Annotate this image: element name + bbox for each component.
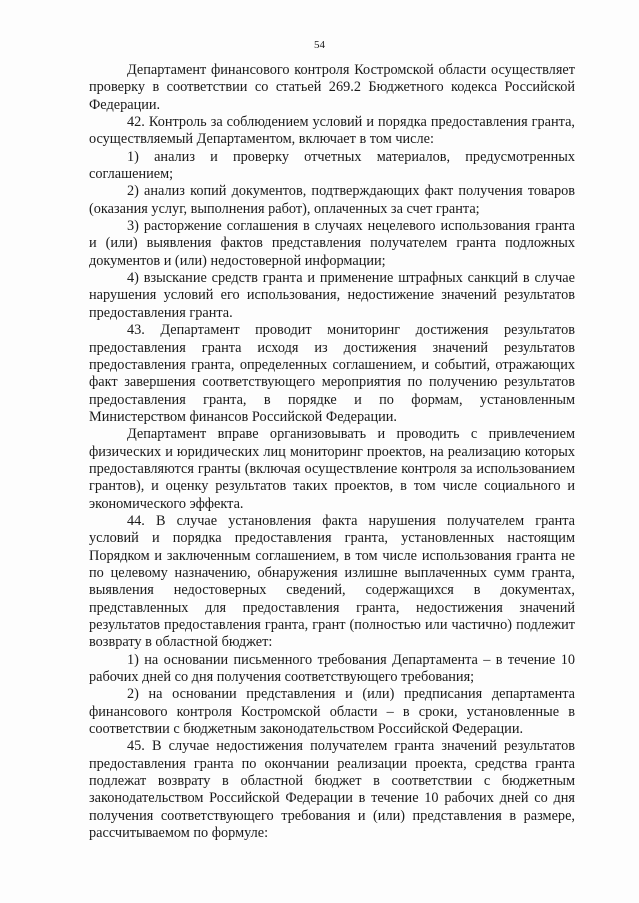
document-body (89, 62, 575, 842)
paragraph-42-subitem-1: 1) анализ и проверку отчетных материалов, предусмотренных соглашением; (89, 148, 575, 183)
paragraph-44-subitem-2: 2) на основании представления и (или) предписания департамента финансового контроля Костромской области – в сроки, установленные в соответствии с бюджетным законодательством Российской Федерации. (89, 686, 575, 738)
paragraph-44-subitem-1: 1) на основании письменного требования Департамента – в течение 10 рабочих дней со дня получения соответствующего требования; (89, 651, 575, 686)
paragraph-42-subitem-2: 2) анализ копий документов, подтверждающих факт получения товаров (оказания услуг, выполнения работ), оплаченных за счет гранта; (89, 183, 575, 217)
paragraph-42-subitem-4: 4) взыскание средств гранта и применение штрафных санкций в случае нарушения условий его использования, недостижение значений результатов предоставления гранта. (89, 270, 575, 321)
paragraph-control-department: Департамент финансового контроля Костромской области осуществляет проверку в соответствии со статьей 269.2 Бюджетного кодекса Российской Федерации. (89, 62, 575, 113)
paragraph-43-monitoring: Департамент вправе организовывать и проводить с привлечением физических и юридических лиц мониторинг проектов, на реализацию которых предоставляются гранты (включая осуществление контроля за использованием грантов), и оценку результатов таких проектов, в том числе социального и экономического эффекта. (89, 426, 575, 512)
paragraph-item-45: 45. В случае недостижения получателем гранта значений результатов предоставления гранта по окончании реализации проекта, средства гранта подлежат возврату в областной бюджет в соответствии с бюджетным законодательством Российской Федерации в течение 10 рабочих дней со дня получения соответствующего требования и (или) представления в размере, рассчитываемом по формуле: (89, 738, 575, 842)
paragraph-42-subitem-3: 3) расторжение соглашения в случаях нецелевого использования гранта и (или) выявления фактов представления получателем гранта подложных документов и (или) недостоверной информации; (89, 218, 575, 269)
page-number: 54 (314, 39, 325, 51)
paragraph-item-44: 44. В случае установления факта нарушения получателем гранта условий и порядка предоставления гранта, установленных настоящим Порядком и заключенным соглашением, в том числе использования гранта не по целевому назначению, обнаружения излишне выплаченных сумм гранта, выявления недостоверных сведений, содержащихся в документах, представленных для предоставления гранта, недостижения значений результатов предоставления гранта, грант (полностью или частично) подлежит возврату в областной бюджет: (89, 512, 575, 651)
paragraph-item-43: 43. Департамент проводит мониторинг достижения результатов предоставления гранта исходя из достижения значений результатов предоставления гранта, определенных соглашением, и событий, отражающих факт завершения соответствующего мероприятия по получению результатов предоставления гранта, в порядке и по формам, установленным Министерством финансов Российской Федерации. (89, 322, 575, 425)
paragraph-item-42: 42. Контроль за соблюдением условий и порядка предоставления гранта, осуществляемый Департаментом, включает в том числе: (89, 114, 575, 148)
